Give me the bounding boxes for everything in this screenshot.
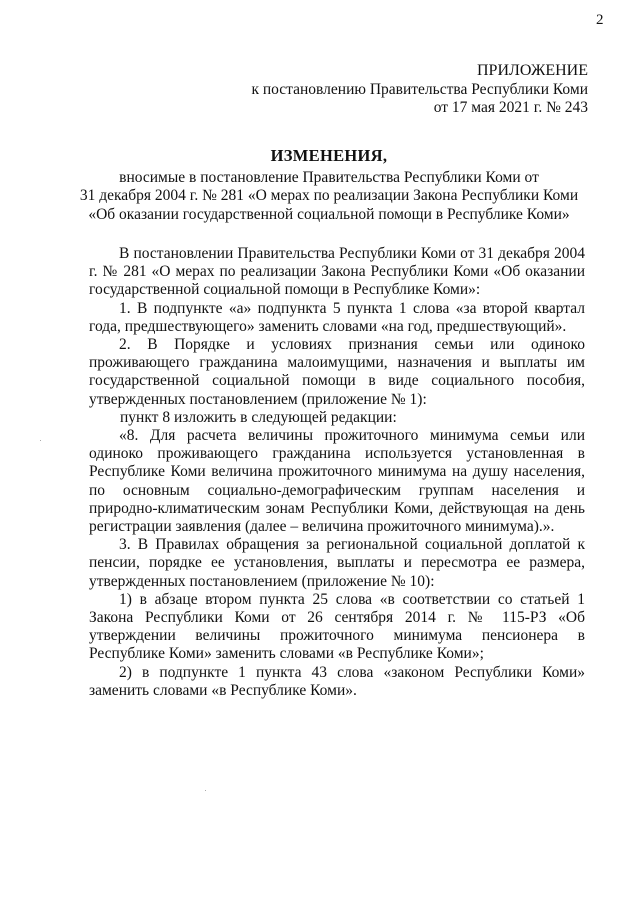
paragraph-item-3-sub-2: 2) в подпункте 1 пункта 43 слова «законом Республики Коми» заменить словами «в Республике Коми». <box>89 663 585 699</box>
paragraph-intro: В постановлении Правительства Республики Коми от 31 декабря 2004 г. № 281 «О мерах по реализации Закона Республики Коми «Об оказании государственной социальной помощи в Республике Коми»: <box>89 245 585 299</box>
heading-line-1: вносимые в постановление Правительства Республики Коми от <box>119 168 539 186</box>
document-body <box>89 245 585 700</box>
appendix-line-1: к постановлению Правительства Республики Коми <box>251 80 588 98</box>
heading-line-2: 31 декабря 2004 г. № 281 «О мерах по реализации Закона Республики Коми <box>79 187 579 204</box>
heading-line-3: «Об оказании государственной социальной помощи в Республике Коми» <box>88 205 570 223</box>
paragraph-item-1: 1. В подпункте «а» подпункта 5 пункта 1 слова «за второй квартал года, предшествующего» заменить словами «на год, предшествующий». <box>89 299 585 335</box>
scan-speck <box>205 790 206 791</box>
paragraph-item-3-sub-1: 1) в абзаце втором пункта 25 слова «в соответствии со статьей 1 Закона Республики Коми от 26 сентября 2014 г. № 115-РЗ «Об утверждении величины прожиточного минимума пенсионера в Республике Коми» заменить словами «в Республике Коми»; <box>89 590 585 663</box>
appendix-line-2: от 17 мая 2021 г. № 243 <box>433 99 588 116</box>
paragraph-item-2: 2. В Порядке и условиях признания семьи или одиноко проживающего гражданина малоимущими, назначения и выплаты им государственной социальной помощи в виде социального пособия, утвержденных постановлением (приложение № 1): <box>89 336 585 408</box>
appendix-header <box>168 62 588 118</box>
document-title: ИЗМЕНЕНИЯ, <box>270 146 388 165</box>
scan-speck <box>40 440 41 441</box>
paragraph-item-2-quote: «8. Для расчета величины прожиточного минимума семьи или одиноко проживающего гражданина используется установленная в Республике Коми величина прожиточного минимума на душу населения, по основным социально-демографическим группам населения и природно-климатическим зонам Республики Коми, действующая на день регистрации заявления (далее – величина прожиточного минимума).». <box>89 427 585 536</box>
appendix-label: ПРИЛОЖЕНИЕ <box>476 62 588 79</box>
document-heading <box>60 147 598 224</box>
paragraph-item-2-instruction: пункт 8 изложить в следующей редакции: <box>120 408 397 426</box>
page-number: 2 <box>596 12 604 28</box>
paragraph-item-3: 3. В Правилах обращения за региональной социальной доплатой к пенсии, порядке ее установления, выплаты и пересмотра ее размера, утвержденных постановлением (приложение № 10): <box>89 536 585 590</box>
